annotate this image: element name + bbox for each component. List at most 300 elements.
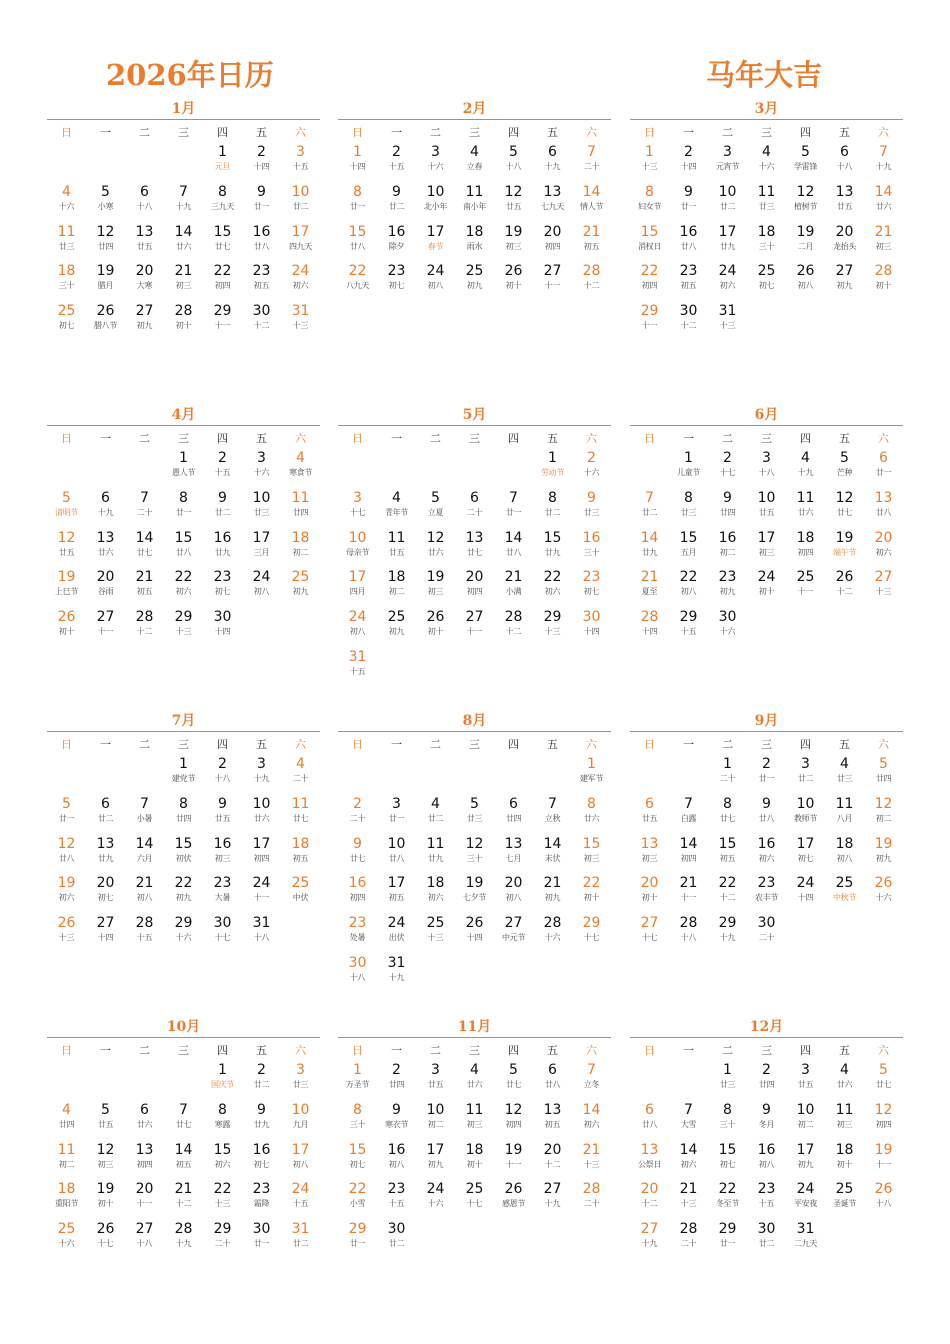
day-cell[interactable] bbox=[786, 796, 825, 836]
day-cell[interactable] bbox=[630, 490, 669, 530]
day-cell[interactable] bbox=[338, 796, 377, 836]
day-cell[interactable] bbox=[455, 184, 494, 224]
day-cell[interactable] bbox=[203, 875, 242, 915]
day-cell[interactable] bbox=[533, 609, 572, 649]
day-cell[interactable] bbox=[494, 490, 533, 530]
day-cell[interactable] bbox=[786, 224, 825, 264]
day-cell[interactable] bbox=[708, 1181, 747, 1221]
day-cell[interactable] bbox=[572, 263, 611, 303]
day-cell[interactable] bbox=[533, 224, 572, 264]
day-cell[interactable] bbox=[864, 224, 903, 264]
day-cell[interactable] bbox=[786, 490, 825, 530]
day-cell[interactable] bbox=[494, 1181, 533, 1221]
day-cell[interactable] bbox=[864, 144, 903, 184]
day-cell[interactable] bbox=[494, 875, 533, 915]
day-cell[interactable] bbox=[47, 1181, 86, 1221]
day-cell[interactable] bbox=[747, 569, 786, 609]
day-cell[interactable] bbox=[533, 450, 572, 490]
day-cell[interactable] bbox=[125, 1142, 164, 1182]
day-cell[interactable] bbox=[494, 915, 533, 955]
day-cell[interactable] bbox=[455, 1181, 494, 1221]
day-cell[interactable] bbox=[708, 490, 747, 530]
day-cell[interactable] bbox=[455, 263, 494, 303]
day-cell[interactable] bbox=[747, 915, 786, 955]
day-cell[interactable] bbox=[494, 796, 533, 836]
day-cell[interactable] bbox=[630, 1221, 669, 1261]
day-cell[interactable] bbox=[572, 450, 611, 490]
day-cell[interactable] bbox=[338, 1102, 377, 1142]
day-cell[interactable] bbox=[708, 184, 747, 224]
day-cell[interactable] bbox=[164, 490, 203, 530]
day-cell[interactable] bbox=[164, 530, 203, 570]
day-cell[interactable] bbox=[669, 1221, 708, 1261]
day-cell[interactable] bbox=[669, 836, 708, 876]
day-cell[interactable] bbox=[281, 263, 320, 303]
day-cell[interactable] bbox=[455, 1142, 494, 1182]
day-cell[interactable] bbox=[747, 1102, 786, 1142]
day-cell[interactable] bbox=[416, 915, 455, 955]
day-cell[interactable] bbox=[533, 569, 572, 609]
day-cell[interactable] bbox=[203, 530, 242, 570]
day-cell[interactable] bbox=[338, 263, 377, 303]
day-cell[interactable] bbox=[572, 144, 611, 184]
day-cell[interactable] bbox=[708, 1221, 747, 1261]
day-cell[interactable] bbox=[669, 184, 708, 224]
day-cell[interactable] bbox=[669, 1142, 708, 1182]
day-cell[interactable] bbox=[630, 1142, 669, 1182]
day-cell[interactable] bbox=[125, 915, 164, 955]
day-cell[interactable] bbox=[164, 875, 203, 915]
day-cell[interactable] bbox=[281, 144, 320, 184]
day-cell[interactable] bbox=[47, 303, 86, 343]
day-cell[interactable] bbox=[281, 796, 320, 836]
day-cell[interactable] bbox=[455, 530, 494, 570]
day-cell[interactable] bbox=[86, 303, 125, 343]
day-cell[interactable] bbox=[281, 303, 320, 343]
day-cell[interactable] bbox=[494, 1102, 533, 1142]
day-cell[interactable] bbox=[494, 609, 533, 649]
day-cell[interactable] bbox=[747, 144, 786, 184]
day-cell[interactable] bbox=[86, 1221, 125, 1261]
day-cell[interactable] bbox=[630, 184, 669, 224]
day-cell[interactable] bbox=[747, 450, 786, 490]
day-cell[interactable] bbox=[455, 569, 494, 609]
day-cell[interactable] bbox=[416, 875, 455, 915]
day-cell[interactable] bbox=[825, 1102, 864, 1142]
day-cell[interactable] bbox=[786, 530, 825, 570]
day-cell[interactable] bbox=[669, 1181, 708, 1221]
day-cell[interactable] bbox=[125, 224, 164, 264]
day-cell[interactable] bbox=[747, 1181, 786, 1221]
day-cell[interactable] bbox=[377, 490, 416, 530]
day-cell[interactable] bbox=[630, 1102, 669, 1142]
day-cell[interactable] bbox=[533, 1102, 572, 1142]
day-cell[interactable] bbox=[86, 1142, 125, 1182]
day-cell[interactable] bbox=[338, 649, 377, 689]
day-cell[interactable] bbox=[825, 1062, 864, 1102]
day-cell[interactable] bbox=[630, 915, 669, 955]
day-cell[interactable] bbox=[377, 224, 416, 264]
day-cell[interactable] bbox=[630, 263, 669, 303]
day-cell[interactable] bbox=[242, 915, 281, 955]
day-cell[interactable] bbox=[864, 569, 903, 609]
day-cell[interactable] bbox=[572, 1181, 611, 1221]
day-cell[interactable] bbox=[455, 1062, 494, 1102]
day-cell[interactable] bbox=[747, 875, 786, 915]
day-cell[interactable] bbox=[338, 875, 377, 915]
day-cell[interactable] bbox=[377, 955, 416, 995]
day-cell[interactable] bbox=[786, 1142, 825, 1182]
day-cell[interactable] bbox=[125, 1221, 164, 1261]
day-cell[interactable] bbox=[47, 184, 86, 224]
day-cell[interactable] bbox=[572, 1102, 611, 1142]
day-cell[interactable] bbox=[572, 915, 611, 955]
day-cell[interactable] bbox=[708, 303, 747, 343]
day-cell[interactable] bbox=[203, 1221, 242, 1261]
day-cell[interactable] bbox=[455, 915, 494, 955]
day-cell[interactable] bbox=[630, 836, 669, 876]
day-cell[interactable] bbox=[281, 875, 320, 915]
day-cell[interactable] bbox=[786, 1062, 825, 1102]
day-cell[interactable] bbox=[708, 756, 747, 796]
day-cell[interactable] bbox=[572, 609, 611, 649]
day-cell[interactable] bbox=[125, 796, 164, 836]
day-cell[interactable] bbox=[125, 263, 164, 303]
day-cell[interactable] bbox=[125, 1181, 164, 1221]
day-cell[interactable] bbox=[242, 836, 281, 876]
day-cell[interactable] bbox=[377, 915, 416, 955]
day-cell[interactable] bbox=[203, 836, 242, 876]
day-cell[interactable] bbox=[572, 569, 611, 609]
day-cell[interactable] bbox=[47, 836, 86, 876]
day-cell[interactable] bbox=[86, 569, 125, 609]
day-cell[interactable] bbox=[47, 1142, 86, 1182]
day-cell[interactable] bbox=[242, 224, 281, 264]
day-cell[interactable] bbox=[203, 184, 242, 224]
day-cell[interactable] bbox=[669, 569, 708, 609]
day-cell[interactable] bbox=[47, 569, 86, 609]
day-cell[interactable] bbox=[164, 1142, 203, 1182]
day-cell[interactable] bbox=[864, 756, 903, 796]
day-cell[interactable] bbox=[416, 224, 455, 264]
day-cell[interactable] bbox=[708, 263, 747, 303]
day-cell[interactable] bbox=[708, 796, 747, 836]
day-cell[interactable] bbox=[708, 609, 747, 649]
day-cell[interactable] bbox=[533, 184, 572, 224]
day-cell[interactable] bbox=[669, 915, 708, 955]
day-cell[interactable] bbox=[786, 1102, 825, 1142]
day-cell[interactable] bbox=[494, 1142, 533, 1182]
day-cell[interactable] bbox=[281, 1142, 320, 1182]
day-cell[interactable] bbox=[242, 1181, 281, 1221]
day-cell[interactable] bbox=[708, 530, 747, 570]
day-cell[interactable] bbox=[203, 303, 242, 343]
day-cell[interactable] bbox=[242, 263, 281, 303]
day-cell[interactable] bbox=[455, 875, 494, 915]
day-cell[interactable] bbox=[708, 1062, 747, 1102]
day-cell[interactable] bbox=[281, 1181, 320, 1221]
day-cell[interactable] bbox=[416, 490, 455, 530]
day-cell[interactable] bbox=[164, 796, 203, 836]
day-cell[interactable] bbox=[786, 756, 825, 796]
day-cell[interactable] bbox=[338, 569, 377, 609]
day-cell[interactable] bbox=[377, 144, 416, 184]
day-cell[interactable] bbox=[864, 1181, 903, 1221]
day-cell[interactable] bbox=[86, 530, 125, 570]
day-cell[interactable] bbox=[242, 1142, 281, 1182]
day-cell[interactable] bbox=[455, 609, 494, 649]
day-cell[interactable] bbox=[825, 490, 864, 530]
day-cell[interactable] bbox=[572, 530, 611, 570]
day-cell[interactable] bbox=[416, 144, 455, 184]
day-cell[interactable] bbox=[281, 530, 320, 570]
day-cell[interactable] bbox=[281, 756, 320, 796]
day-cell[interactable] bbox=[747, 836, 786, 876]
day-cell[interactable] bbox=[747, 263, 786, 303]
day-cell[interactable] bbox=[669, 303, 708, 343]
day-cell[interactable] bbox=[377, 875, 416, 915]
day-cell[interactable] bbox=[377, 263, 416, 303]
day-cell[interactable] bbox=[338, 144, 377, 184]
day-cell[interactable] bbox=[494, 263, 533, 303]
day-cell[interactable] bbox=[281, 1102, 320, 1142]
day-cell[interactable] bbox=[377, 1181, 416, 1221]
day-cell[interactable] bbox=[747, 490, 786, 530]
day-cell[interactable] bbox=[281, 450, 320, 490]
day-cell[interactable] bbox=[825, 836, 864, 876]
day-cell[interactable] bbox=[125, 530, 164, 570]
day-cell[interactable] bbox=[47, 1102, 86, 1142]
day-cell[interactable] bbox=[242, 144, 281, 184]
day-cell[interactable] bbox=[533, 530, 572, 570]
day-cell[interactable] bbox=[533, 1142, 572, 1182]
day-cell[interactable] bbox=[747, 530, 786, 570]
day-cell[interactable] bbox=[416, 1181, 455, 1221]
day-cell[interactable] bbox=[864, 490, 903, 530]
day-cell[interactable] bbox=[416, 184, 455, 224]
day-cell[interactable] bbox=[416, 1062, 455, 1102]
day-cell[interactable] bbox=[786, 1221, 825, 1261]
day-cell[interactable] bbox=[708, 1142, 747, 1182]
day-cell[interactable] bbox=[242, 490, 281, 530]
day-cell[interactable] bbox=[572, 836, 611, 876]
day-cell[interactable] bbox=[281, 490, 320, 530]
day-cell[interactable] bbox=[455, 144, 494, 184]
day-cell[interactable] bbox=[416, 1102, 455, 1142]
day-cell[interactable] bbox=[786, 450, 825, 490]
day-cell[interactable] bbox=[708, 836, 747, 876]
day-cell[interactable] bbox=[164, 224, 203, 264]
day-cell[interactable] bbox=[242, 756, 281, 796]
day-cell[interactable] bbox=[86, 875, 125, 915]
day-cell[interactable] bbox=[825, 875, 864, 915]
day-cell[interactable] bbox=[164, 1181, 203, 1221]
day-cell[interactable] bbox=[708, 1102, 747, 1142]
day-cell[interactable] bbox=[669, 263, 708, 303]
day-cell[interactable] bbox=[669, 609, 708, 649]
day-cell[interactable] bbox=[203, 1181, 242, 1221]
day-cell[interactable] bbox=[203, 263, 242, 303]
day-cell[interactable] bbox=[533, 144, 572, 184]
day-cell[interactable] bbox=[377, 1221, 416, 1261]
day-cell[interactable] bbox=[533, 1062, 572, 1102]
day-cell[interactable] bbox=[203, 490, 242, 530]
day-cell[interactable] bbox=[572, 184, 611, 224]
day-cell[interactable] bbox=[86, 796, 125, 836]
day-cell[interactable] bbox=[281, 224, 320, 264]
day-cell[interactable] bbox=[47, 875, 86, 915]
day-cell[interactable] bbox=[572, 1062, 611, 1102]
day-cell[interactable] bbox=[494, 184, 533, 224]
day-cell[interactable] bbox=[494, 144, 533, 184]
day-cell[interactable] bbox=[242, 303, 281, 343]
day-cell[interactable] bbox=[630, 796, 669, 836]
day-cell[interactable] bbox=[533, 836, 572, 876]
day-cell[interactable] bbox=[242, 450, 281, 490]
day-cell[interactable] bbox=[203, 224, 242, 264]
day-cell[interactable] bbox=[377, 836, 416, 876]
day-cell[interactable] bbox=[747, 184, 786, 224]
day-cell[interactable] bbox=[242, 796, 281, 836]
day-cell[interactable] bbox=[125, 1102, 164, 1142]
day-cell[interactable] bbox=[203, 756, 242, 796]
day-cell[interactable] bbox=[825, 756, 864, 796]
day-cell[interactable] bbox=[164, 609, 203, 649]
day-cell[interactable] bbox=[377, 184, 416, 224]
day-cell[interactable] bbox=[669, 875, 708, 915]
day-cell[interactable] bbox=[572, 756, 611, 796]
day-cell[interactable] bbox=[572, 796, 611, 836]
day-cell[interactable] bbox=[203, 609, 242, 649]
day-cell[interactable] bbox=[47, 224, 86, 264]
day-cell[interactable] bbox=[281, 184, 320, 224]
day-cell[interactable] bbox=[86, 915, 125, 955]
day-cell[interactable] bbox=[125, 875, 164, 915]
day-cell[interactable] bbox=[494, 530, 533, 570]
day-cell[interactable] bbox=[572, 875, 611, 915]
day-cell[interactable] bbox=[864, 1102, 903, 1142]
day-cell[interactable] bbox=[786, 875, 825, 915]
day-cell[interactable] bbox=[242, 184, 281, 224]
day-cell[interactable] bbox=[203, 144, 242, 184]
day-cell[interactable] bbox=[416, 836, 455, 876]
day-cell[interactable] bbox=[164, 915, 203, 955]
day-cell[interactable] bbox=[203, 1142, 242, 1182]
day-cell[interactable] bbox=[669, 224, 708, 264]
day-cell[interactable] bbox=[125, 184, 164, 224]
day-cell[interactable] bbox=[164, 836, 203, 876]
day-cell[interactable] bbox=[455, 1102, 494, 1142]
day-cell[interactable] bbox=[630, 303, 669, 343]
day-cell[interactable] bbox=[47, 1221, 86, 1261]
day-cell[interactable] bbox=[747, 224, 786, 264]
day-cell[interactable] bbox=[125, 836, 164, 876]
day-cell[interactable] bbox=[864, 450, 903, 490]
day-cell[interactable] bbox=[416, 1142, 455, 1182]
day-cell[interactable] bbox=[864, 530, 903, 570]
day-cell[interactable] bbox=[825, 224, 864, 264]
day-cell[interactable] bbox=[338, 1221, 377, 1261]
day-cell[interactable] bbox=[86, 609, 125, 649]
day-cell[interactable] bbox=[242, 530, 281, 570]
day-cell[interactable] bbox=[825, 1181, 864, 1221]
day-cell[interactable] bbox=[786, 569, 825, 609]
day-cell[interactable] bbox=[164, 303, 203, 343]
day-cell[interactable] bbox=[338, 1181, 377, 1221]
day-cell[interactable] bbox=[864, 1142, 903, 1182]
day-cell[interactable] bbox=[338, 836, 377, 876]
day-cell[interactable] bbox=[786, 1181, 825, 1221]
day-cell[interactable] bbox=[338, 224, 377, 264]
day-cell[interactable] bbox=[669, 530, 708, 570]
day-cell[interactable] bbox=[416, 263, 455, 303]
day-cell[interactable] bbox=[377, 1062, 416, 1102]
day-cell[interactable] bbox=[630, 1181, 669, 1221]
day-cell[interactable] bbox=[708, 569, 747, 609]
day-cell[interactable] bbox=[669, 1102, 708, 1142]
day-cell[interactable] bbox=[47, 263, 86, 303]
day-cell[interactable] bbox=[86, 490, 125, 530]
day-cell[interactable] bbox=[47, 796, 86, 836]
day-cell[interactable] bbox=[533, 915, 572, 955]
day-cell[interactable] bbox=[825, 796, 864, 836]
day-cell[interactable] bbox=[164, 450, 203, 490]
day-cell[interactable] bbox=[572, 490, 611, 530]
day-cell[interactable] bbox=[242, 875, 281, 915]
day-cell[interactable] bbox=[338, 1062, 377, 1102]
day-cell[interactable] bbox=[864, 875, 903, 915]
day-cell[interactable] bbox=[630, 875, 669, 915]
day-cell[interactable] bbox=[377, 796, 416, 836]
day-cell[interactable] bbox=[125, 303, 164, 343]
day-cell[interactable] bbox=[338, 955, 377, 995]
day-cell[interactable] bbox=[281, 569, 320, 609]
day-cell[interactable] bbox=[125, 569, 164, 609]
day-cell[interactable] bbox=[825, 263, 864, 303]
day-cell[interactable] bbox=[242, 1062, 281, 1102]
day-cell[interactable] bbox=[416, 609, 455, 649]
day-cell[interactable] bbox=[669, 144, 708, 184]
day-cell[interactable] bbox=[669, 796, 708, 836]
day-cell[interactable] bbox=[377, 1102, 416, 1142]
day-cell[interactable] bbox=[338, 490, 377, 530]
day-cell[interactable] bbox=[825, 1142, 864, 1182]
day-cell[interactable] bbox=[864, 796, 903, 836]
day-cell[interactable] bbox=[825, 530, 864, 570]
day-cell[interactable] bbox=[203, 796, 242, 836]
day-cell[interactable] bbox=[708, 915, 747, 955]
day-cell[interactable] bbox=[164, 263, 203, 303]
day-cell[interactable] bbox=[494, 836, 533, 876]
day-cell[interactable] bbox=[630, 224, 669, 264]
day-cell[interactable] bbox=[86, 1181, 125, 1221]
day-cell[interactable] bbox=[338, 530, 377, 570]
day-cell[interactable] bbox=[747, 756, 786, 796]
day-cell[interactable] bbox=[455, 490, 494, 530]
day-cell[interactable] bbox=[203, 1062, 242, 1102]
day-cell[interactable] bbox=[338, 184, 377, 224]
day-cell[interactable] bbox=[630, 144, 669, 184]
day-cell[interactable] bbox=[377, 1142, 416, 1182]
day-cell[interactable] bbox=[416, 530, 455, 570]
day-cell[interactable] bbox=[47, 530, 86, 570]
day-cell[interactable] bbox=[164, 569, 203, 609]
day-cell[interactable] bbox=[455, 836, 494, 876]
day-cell[interactable] bbox=[747, 796, 786, 836]
day-cell[interactable] bbox=[377, 609, 416, 649]
day-cell[interactable] bbox=[533, 875, 572, 915]
day-cell[interactable] bbox=[338, 1142, 377, 1182]
